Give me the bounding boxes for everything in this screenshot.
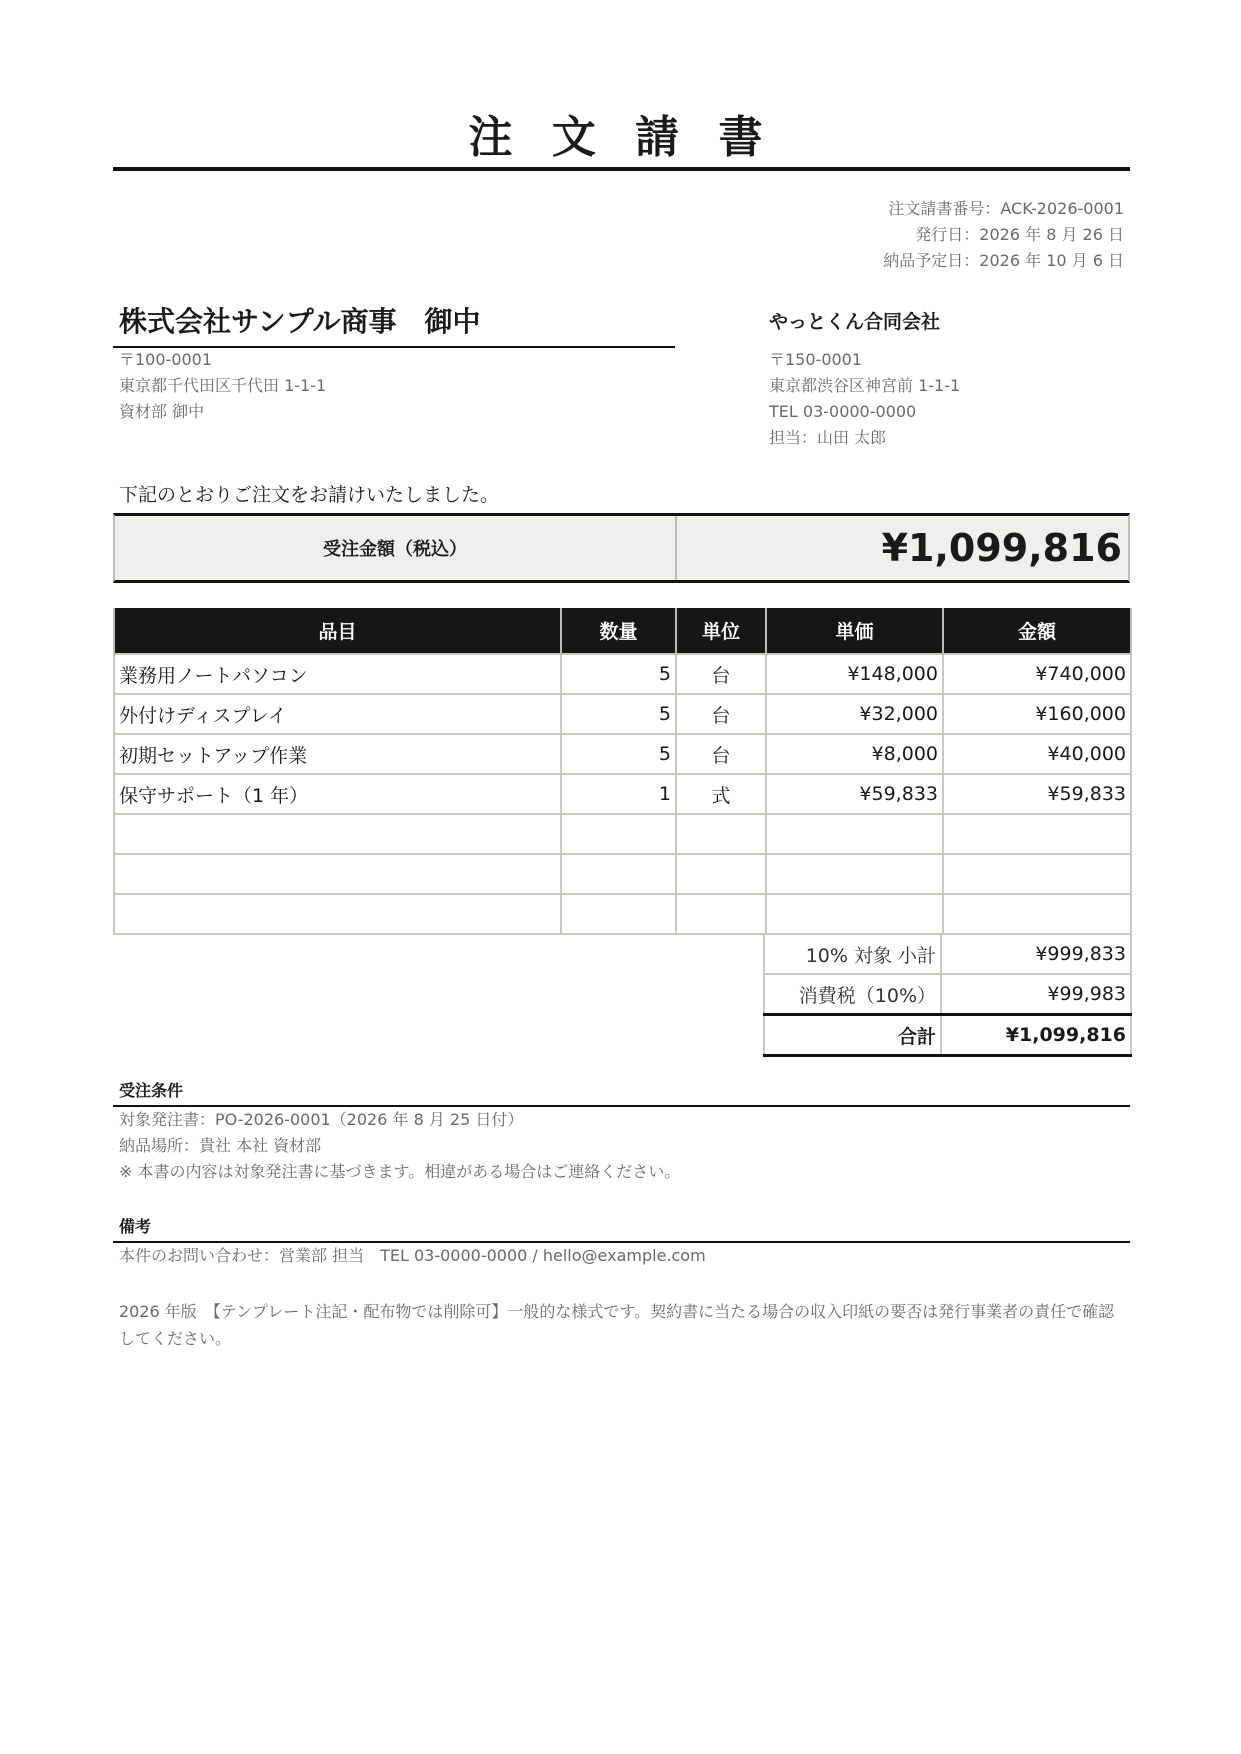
item-unit <box>676 894 766 934</box>
item-name <box>114 854 561 894</box>
item-unit-price <box>766 814 943 854</box>
subtotal-row <box>764 934 1131 974</box>
document-title: 注 文 請 書 <box>468 112 775 163</box>
item-amount <box>943 814 1131 854</box>
items-table <box>113 608 1132 935</box>
client-name: 株式会社サンプル商事 御中 <box>119 305 481 338</box>
subtotal-label: 10% 対象 小計 <box>764 934 941 974</box>
grand-total-value: ¥1,099,816 <box>941 1015 1131 1056</box>
title-divider <box>113 167 1130 171</box>
header-amount: 金額 <box>943 608 1131 654</box>
issuer-address: 東京都渋谷区神宮前 1-1-1 <box>769 376 961 395</box>
order-total-box <box>113 513 1130 583</box>
issuer-postal: 〒150-0001 <box>769 350 863 369</box>
item-name: 業務用ノートパソコン <box>114 654 561 694</box>
item-quantity <box>561 894 676 934</box>
terms-heading: 受注条件 <box>119 1081 184 1100</box>
client-postal: 〒100-0001 <box>119 350 213 369</box>
item-amount: ¥740,000 <box>943 654 1131 694</box>
item-unit-price: ¥148,000 <box>766 654 943 694</box>
header-quantity: 数量 <box>561 608 676 654</box>
item-unit: 台 <box>676 654 766 694</box>
header-item: 品目 <box>114 608 561 654</box>
table-row <box>114 814 1131 854</box>
client-info <box>119 347 326 425</box>
item-unit: 台 <box>676 694 766 734</box>
item-amount <box>943 894 1131 934</box>
table-row <box>114 654 1131 694</box>
table-row <box>114 854 1131 894</box>
table-row <box>114 774 1131 814</box>
issuer-contact: 担当：山田 太郎 <box>769 428 887 447</box>
table-row <box>114 734 1131 774</box>
item-amount <box>943 854 1131 894</box>
client-department: 資材部 御中 <box>119 402 205 421</box>
tax-label: 消費税（10%） <box>764 974 941 1015</box>
grand-total-label: 合計 <box>764 1015 941 1056</box>
document-page <box>113 0 1130 1754</box>
item-amount: ¥40,000 <box>943 734 1131 774</box>
header-unit-price: 単価 <box>766 608 943 654</box>
item-quantity: 5 <box>561 694 676 734</box>
intro-text: 下記のとおりご注文をお請けいたしました。 <box>119 484 500 506</box>
item-unit-price: ¥59,833 <box>766 774 943 814</box>
terms-line: 納品場所：貴社 本社 資材部 <box>119 1136 322 1155</box>
item-name: 外付けディスプレイ <box>114 694 561 734</box>
grand-total-row <box>764 1015 1131 1056</box>
document-meta <box>883 196 1124 274</box>
issuer-info <box>769 347 960 451</box>
template-footnote: 2026 年版 【テンプレート注記・配布物では削除可】一般的な様式です。契約書に当たる場合の収入印紙の要否は発行事業者の責任で確認してください。 <box>119 1302 1115 1348</box>
issue-date: 発行日：2026 年 8 月 26 日 <box>915 225 1124 244</box>
order-total-label: 受注金額（税込） <box>115 516 677 580</box>
item-amount: ¥160,000 <box>943 694 1131 734</box>
item-unit-price <box>766 894 943 934</box>
item-quantity <box>561 854 676 894</box>
item-unit-price: ¥32,000 <box>766 694 943 734</box>
delivery-date: 納品予定日：2026 年 10 月 6 日 <box>883 251 1124 270</box>
item-quantity <box>561 814 676 854</box>
item-quantity: 5 <box>561 734 676 774</box>
issuer-tel: TEL 03-0000-0000 <box>769 402 917 421</box>
terms-text <box>119 1107 680 1185</box>
remarks-heading: 備考 <box>119 1217 152 1236</box>
header-unit: 単位 <box>676 608 766 654</box>
document-number: 注文請書番号：ACK-2026-0001 <box>888 199 1124 218</box>
item-unit: 台 <box>676 734 766 774</box>
items-header-row <box>114 608 1131 654</box>
item-quantity: 5 <box>561 654 676 694</box>
item-quantity: 1 <box>561 774 676 814</box>
item-unit-price <box>766 854 943 894</box>
item-unit: 式 <box>676 774 766 814</box>
summary-table <box>763 933 1132 1057</box>
item-amount: ¥59,833 <box>943 774 1131 814</box>
issuer-name: やっとくん合同会社 <box>769 311 941 333</box>
remarks-line: 本件のお問い合わせ：営業部 担当 TEL 03-0000-0000 / hello@example.com <box>119 1246 706 1265</box>
tax-value: ¥99,983 <box>941 974 1131 1015</box>
item-name <box>114 894 561 934</box>
tax-row <box>764 974 1131 1015</box>
terms-line: 対象発注書：PO-2026-0001（2026 年 8 月 25 日付） <box>119 1110 524 1129</box>
item-name: 初期セットアップ作業 <box>114 734 561 774</box>
terms-line: ※ 本書の内容は対象発注書に基づきます。相違がある場合はご連絡ください。 <box>119 1162 681 1181</box>
item-name <box>114 814 561 854</box>
order-total-value: ¥1,099,816 <box>881 526 1122 570</box>
item-unit <box>676 854 766 894</box>
subtotal-value: ¥999,833 <box>941 934 1131 974</box>
item-unit-price: ¥8,000 <box>766 734 943 774</box>
item-unit <box>676 814 766 854</box>
table-row <box>114 694 1131 734</box>
client-address: 東京都千代田区千代田 1-1-1 <box>119 376 327 395</box>
table-row <box>114 894 1131 934</box>
item-name: 保守サポート（1 年） <box>114 774 561 814</box>
